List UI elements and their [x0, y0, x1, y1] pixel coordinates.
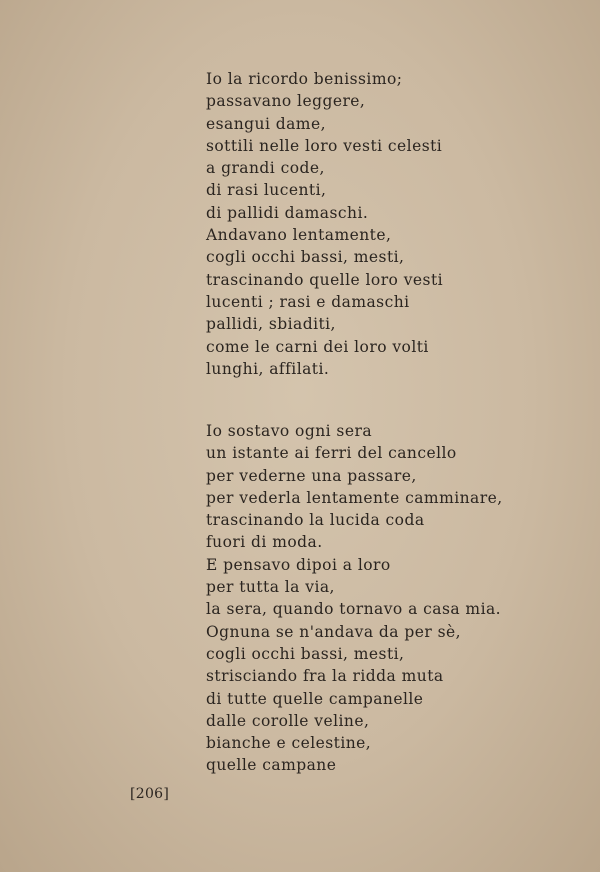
- verse-line: E pensavo dipoi a loro: [206, 555, 391, 574]
- verse-line: cogli occhi bassi, mesti,: [206, 644, 405, 663]
- verse-line: Io la ricordo benissimo;: [206, 70, 403, 88]
- page-number: [206]: [130, 786, 170, 802]
- verse-line: a grandi code,: [206, 159, 325, 178]
- stanza-1: [206, 68, 443, 380]
- verse-line: Io sostavo ogni sera: [206, 422, 373, 440]
- verse-line: trascinando quelle loro vesti: [206, 270, 444, 289]
- verse-line: la sera, quando tornavo a casa mia.: [206, 600, 502, 619]
- verse-line: esangui dame,: [206, 114, 326, 133]
- stanza-2: [206, 420, 503, 777]
- verse-line: cogli occhi bassi, mesti,: [206, 248, 405, 267]
- verse-line: Andavano lentamente,: [206, 226, 392, 245]
- verse-line: per vederne una passare,: [206, 466, 417, 485]
- verse-line: trascinando la lucida coda: [206, 511, 425, 530]
- verse-line: come le carni dei loro volti: [206, 337, 429, 356]
- verse-line: di pallidi damaschi.: [206, 203, 369, 222]
- verse-line: sottili nelle loro vesti celesti: [206, 136, 443, 155]
- verse-line: Ognuna se n'andava da per sè,: [206, 622, 461, 641]
- verse-line: passavano leggere,: [206, 92, 366, 111]
- verse-line: di tutte quelle campanelle: [206, 689, 424, 708]
- verse-line: un istante ai ferri del cancello: [206, 444, 457, 463]
- verse-line: fuori di moda.: [206, 533, 323, 552]
- verse-line: quelle campane: [206, 756, 337, 775]
- verse-line: per vederla lentamente camminare,: [206, 488, 503, 507]
- verse-line: lunghi, affilati.: [206, 359, 330, 378]
- verse-line: strisciando fra la ridda muta: [206, 667, 444, 686]
- verse-line: di rasi lucenti,: [206, 181, 327, 200]
- verse-line: per tutta la via,: [206, 578, 335, 597]
- verse-line: dalle corolle veline,: [206, 711, 370, 730]
- verse-line: bianche e celestine,: [206, 734, 372, 753]
- verse-line: lucenti ; rasi e damaschi: [206, 292, 410, 311]
- verse-line: pallidi, sbiaditi,: [206, 315, 336, 334]
